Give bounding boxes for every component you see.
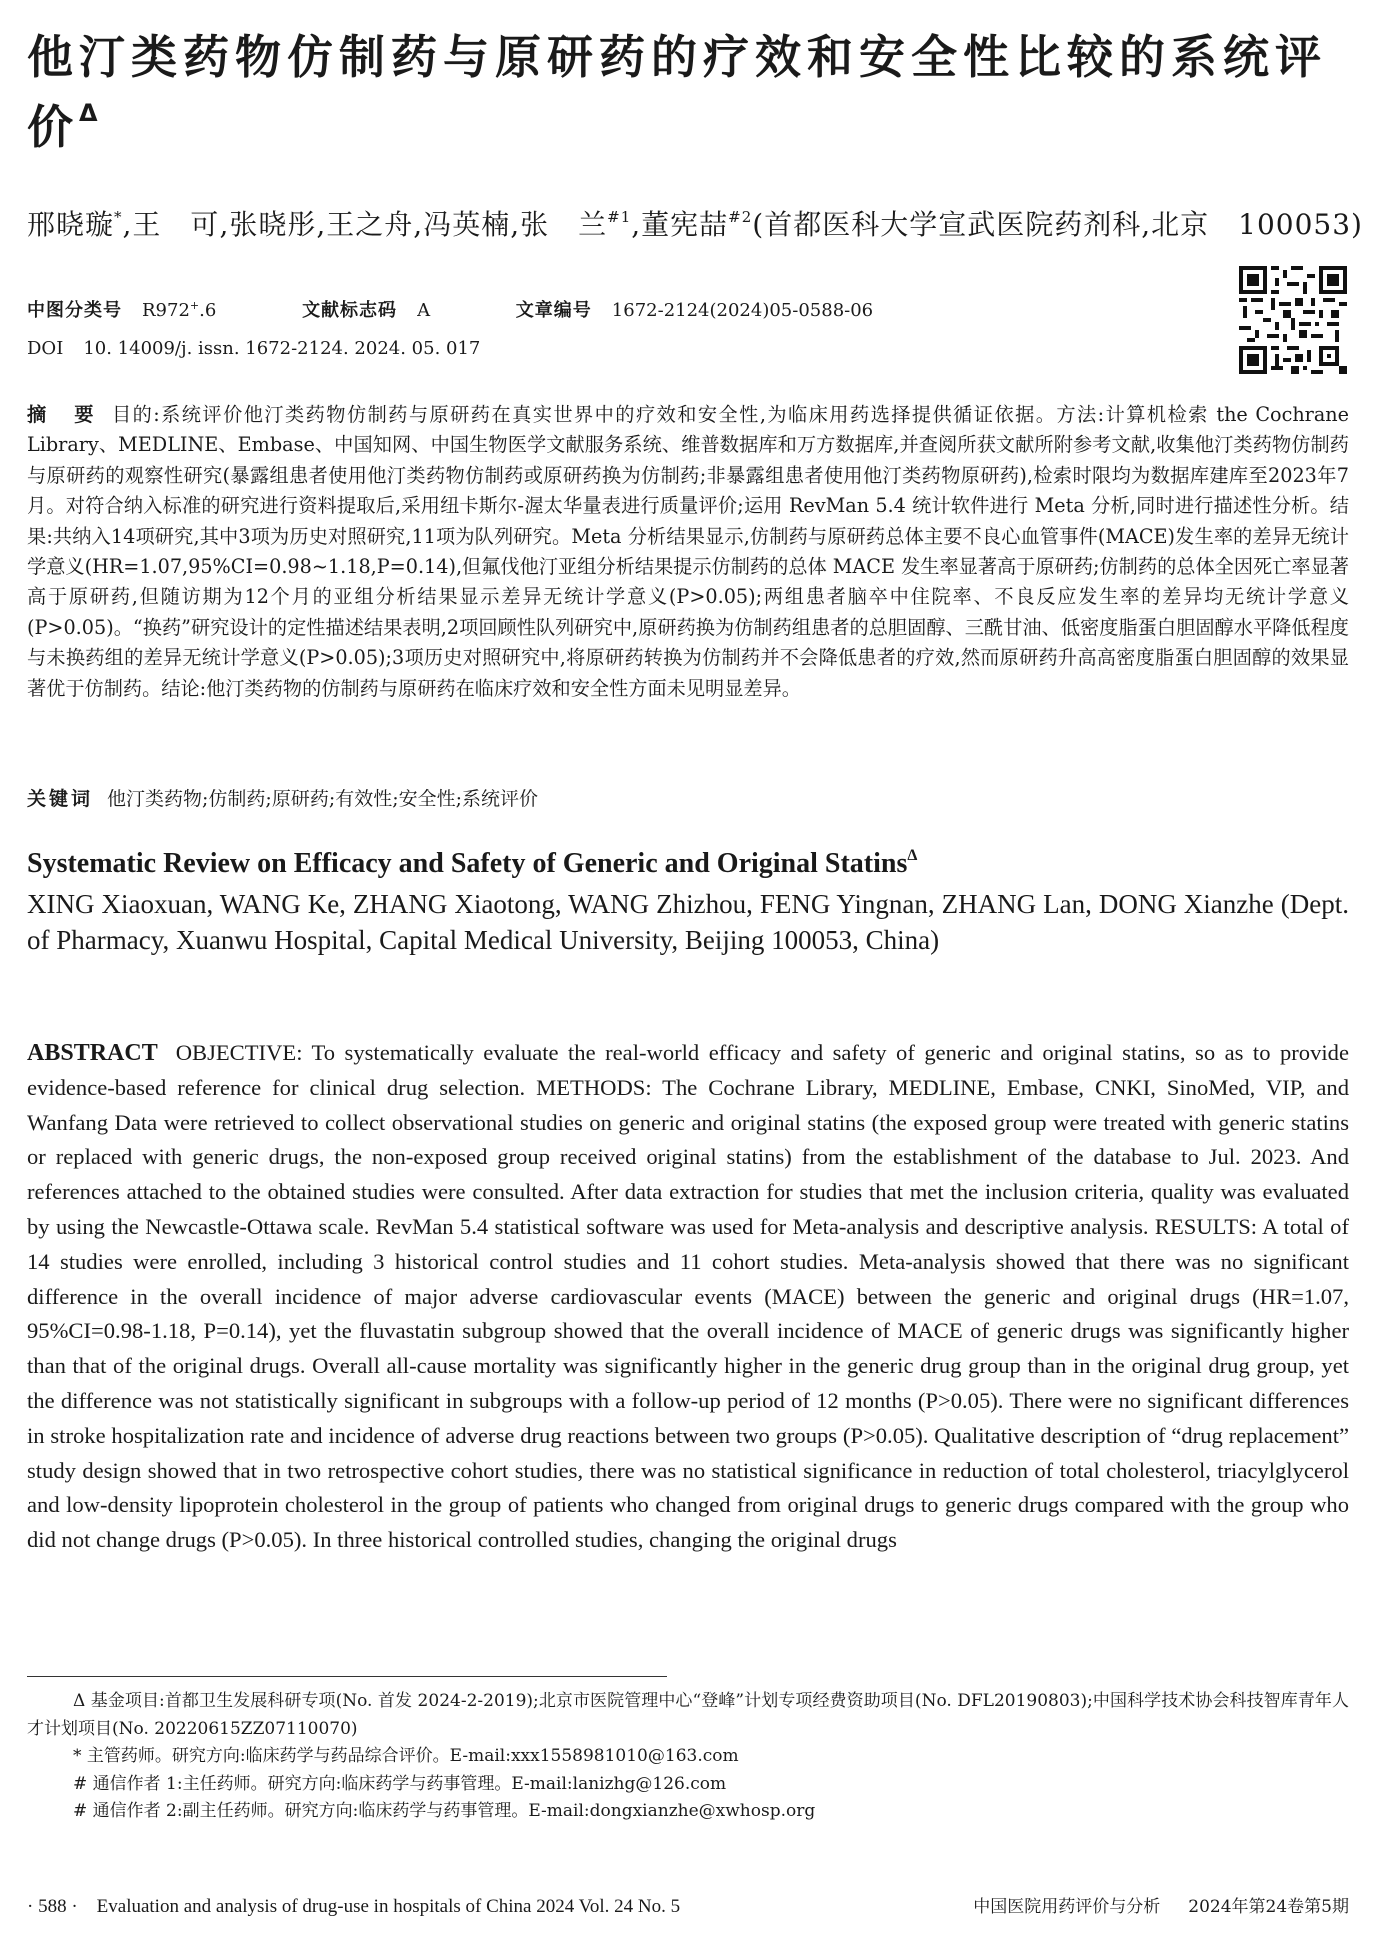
footnotes xyxy=(27,1688,1349,1826)
authors-en: XING Xiaoxuan, WANG Ke, ZHANG Xiaotong, WANG Zhizhou, FENG Yingnan, ZHANG Lan, DONG Xianzhe (Dept. of Pharmacy, Xuanwu Hospital, Capital Medical University, Beijing 100053, China) xyxy=(27,889,1349,955)
footer-right xyxy=(945,1892,1349,1922)
article-metadata xyxy=(27,292,1207,368)
title-en-fund-mark: Δ xyxy=(907,847,918,864)
abstract-en xyxy=(27,1036,1349,1558)
author-name: 邢晓璇 xyxy=(27,208,115,241)
abstract-en-label: ABSTRACT xyxy=(27,1040,158,1066)
doccode-label: 文献标志码 xyxy=(302,300,398,321)
author-sup: #2 xyxy=(728,208,753,226)
abstract-cn-text: 目的:系统评价他汀类药物仿制药与原研药在真实世界中的疗效和安全性,为临床用药选择提供循证依据。方法:计算机检索 the Cochrane Library、MEDLINE、Embase、中国知网、中国生物医学文献服务系统、维普数据库和万方数据库,并查阅所获文献所附参考文献,收集他汀类药物仿制药与原研药的观察性研究(暴露组患者使用他汀类药物仿制药或原研药换为仿制药;非暴露组患者使用他汀类药物原研药),检索时限均为数据库建库至2023年7月。对符合纳入标准的研究进行资料提取后,采用纽卡斯尔-渥太华量表进行质量评价;运用 RevMan 5.4 统计软件进行 Meta 分析,同时进行描述性分析。结果:共纳入14项研究,其中3项为历史对照研究,11项为队列研究。Meta 分析结果显示,仿制药与原研药总体主要不良心血管事件(MACE)发生率的差异无统计学意义(HR=1.07,95%CI=0.98~1.18,P=0.14),但氟伐他汀亚组分析结果提示仿制药的总体 MACE 发生率显著高于原研药;仿制药的总体全因死亡率显著高于原研药,但随访期为12个月的亚组分析结果显示差异无统计学意义(P>0.05);两组患者脑卒中住院率、不良反应发生率的差异均无统计学意义(P>0.05)。“换药”研究设计的定性描述结果表明,2项回顾性队列研究中,原研药换为仿制药组患者的总胆固醇、三酰甘油、低密度脂蛋白胆固醇水平降低程度与未换药组的差异无统计学意义(P>0.05);3项历史对照研究中,将原研药转换为仿制药并不会降低患者的疗效,然而原研药升高高密度脂蛋白胆固醇的效果显著优于仿制药。结论:他汀类药物的仿制药与原研药在临床疗效和安全性方面未见明显差异。 xyxy=(27,403,1350,700)
doccode-value: A xyxy=(417,300,431,321)
footer-left: · 588 · Evaluation and analysis of drug-use in hospitals of China 2024 Vol. 24 No. 5 xyxy=(27,1896,681,1917)
keywords-cn-label: 关键词 xyxy=(27,788,94,810)
article-title-en xyxy=(27,846,1349,882)
footer-journal: 中国医院用药评价与分析 xyxy=(973,1897,1161,1917)
author-name: 冯英楠 xyxy=(423,208,511,241)
author-name: 董宪喆 xyxy=(641,208,729,241)
footnote-divider xyxy=(27,1676,667,1677)
author-sup: #1 xyxy=(607,208,632,226)
footnote-corresponding-2: # 通信作者 2:副主任药师。研究方向:临床药学与药事管理。E-mail:dongxianzhe@xwhosp.org xyxy=(73,1801,816,1821)
clc-value: R972+.6 xyxy=(142,299,217,321)
doi-label: DOI xyxy=(27,338,64,359)
footnote-fund: Δ 基金项目:首都卫生发展科研专项(No. 首发 2024-2-2019);北京市医院管理中心“登峰”计划专项经费资助项目(No. DFL20190803);中国科学技术协会科技智库青年人才计划项目(No. 20220615ZZ07110070) xyxy=(27,1691,1349,1739)
article-no-value: 1672-2124(2024)05-0588-06 xyxy=(611,300,874,321)
footnote-corresponding-1: # 通信作者 1:主任药师。研究方向:临床药学与药事管理。E-mail:lanizhg@126.com xyxy=(73,1773,727,1794)
doi-value: 10. 14009/j. issn. 1672-2124. 2024. 05. 017 xyxy=(83,338,481,359)
author-name: 张 兰 xyxy=(520,208,608,241)
affiliation-cn: (首都医科大学宣武医院药剂科,北京 100053) xyxy=(752,208,1363,241)
author-name: 张晓彤 xyxy=(229,208,317,241)
qr-code-icon xyxy=(1239,266,1347,374)
page-footer xyxy=(27,1892,1349,1922)
footnote-first-author: * 主管药师。研究方向:临床药学与药品综合评价。E-mail:xxx1558981010@163.com xyxy=(73,1746,739,1766)
title-en-text: Systematic Review on Efficacy and Safety of Generic and Original Statins xyxy=(27,848,908,879)
author-sup: * xyxy=(114,208,123,226)
article-no-label: 文章编号 xyxy=(515,300,592,321)
author-name: 王 可 xyxy=(132,208,220,241)
author-name: 王之舟 xyxy=(326,208,414,241)
author-line-cn: 邢晓璇*,王 可,张晓彤,王之舟,冯英楠,张 兰$^{\#1}$,董宪喆$^{\#2}$(首都医科大学宣武医院药剂科,北京 100053) xyxy=(27,208,1363,241)
keywords-cn xyxy=(27,784,1349,814)
keywords-cn-text: 他汀类药物;仿制药;原研药;有效性;安全性;系统评价 xyxy=(107,788,539,810)
title-text: 他汀类药物仿制药与原研药的疗效和安全性比较的系统评价 xyxy=(27,30,1327,154)
abstract-cn xyxy=(27,400,1349,704)
abstract-cn-label: 摘 要 xyxy=(27,403,98,426)
title-fund-mark: Δ xyxy=(79,99,98,127)
footer-issue: 2024年第24卷第5期 xyxy=(1188,1897,1349,1917)
clc-label: 中图分类号 xyxy=(27,300,122,321)
abstract-en-text: OBJECTIVE: To systematically evaluate the real-world efficacy and safety of generic and original statins, so as to provide evidence-based reference for clinical drug selection. METHODS: The Cochrane Library, MEDLINE, Embase, CNKI, SinoMed, VIP, and Wanfang Data were retrieved to collect observational studies on generic and original statins (the exposed group were treated with generic statins or replaced with generic drugs, the non-exposed group received original statins) from the establishment of the database to Jul. 2023. And references attached to the obtained studies were consulted. After data extraction for studies that met the inclusion criteria, quality was evaluated by using the Newcastle-Ottawa scale. RevMan 5.4 statistical software was used for Meta-analysis and descriptive analysis. RESULTS: A total of 14 studies were enrolled, including 3 historical control studies and 11 cohort studies. Meta-analysis showed that there was no significant difference in the overall incidence of major adverse cardiovascular events (MACE) between the generic and original drugs (HR=1.07, 95%CI=0.98-1.18, P=0.14), yet the fluvastatin subgroup showed that the overall incidence of MACE of generic drugs was significantly higher than that of the original drugs. Overall all-cause mortality was significantly higher in the generic drug group than in the original drug group, yet the difference was not statistically significant in subgroups with a follow-up period of 12 months (P>0.05). There were no significant differences in stroke hospitalization rate and incidence of adverse drug reactions between two groups (P>0.05). Qualitative description of “drug replacement” study design showed that in two retrospective cohort studies, there was no statistical significance in reduction of total cholesterol, triacylglycerol and low-density lipoprotein cholesterol in the group of patients who changed from original drugs to generic drugs compared with the group who did not change drugs (P>0.05). In three historical controlled studies, changing the original drugs xyxy=(27,1040,1349,1553)
article-title xyxy=(27,22,1349,162)
